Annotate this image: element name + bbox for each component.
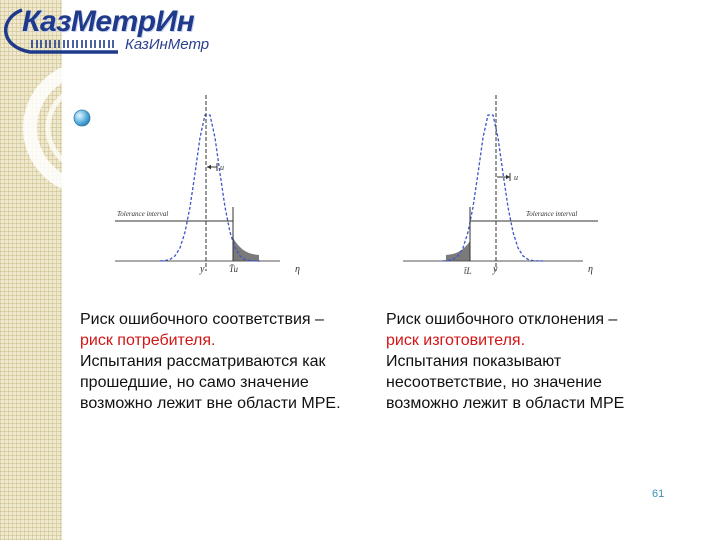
right-text-line-1: Риск ошибочного отклонения – xyxy=(386,311,618,328)
left-eta-label: η xyxy=(295,264,300,275)
right-y-label: y xyxy=(493,264,498,275)
left-text-line-3: Испытания рассматриваются как xyxy=(80,353,326,370)
left-text-line-1: Риск ошибочного соответствия – xyxy=(80,311,324,328)
left-tail-shaded xyxy=(233,238,259,261)
logo-barcode-icon xyxy=(32,40,113,48)
right-text-line-3: Испытания показывают xyxy=(386,353,562,370)
right-tail-shaded xyxy=(446,241,470,261)
left-text-block xyxy=(80,309,341,414)
left-text-line-5: возможно лежит вне области МРЕ. xyxy=(80,395,341,412)
right-text-line-4: несоответствие, но значение xyxy=(386,374,602,391)
right-gauss-curve xyxy=(443,115,543,261)
right-t-label: t̄L xyxy=(464,266,472,276)
left-distribution-figure xyxy=(95,85,325,280)
logo xyxy=(0,0,230,60)
right-interval-label: Tolerance interval xyxy=(526,210,578,218)
left-y-label: y xyxy=(200,264,205,275)
right-u-label: u xyxy=(514,173,518,182)
left-text-line-2: риск потребителя. xyxy=(80,332,216,349)
right-eta-label: η xyxy=(588,264,593,275)
logo-main-text: КазМетрИн xyxy=(22,5,195,38)
bullet-icon xyxy=(74,110,90,126)
left-t-label: T̄u xyxy=(229,264,239,274)
right-text-line-5: возможно лежит в области МРЕ xyxy=(386,395,625,412)
left-gauss-curve xyxy=(160,115,260,261)
left-u-label: u xyxy=(220,163,224,172)
logo-sub-text: КазИнМетр xyxy=(125,36,210,53)
page-number: 61 xyxy=(652,488,665,500)
left-text-line-4: прошедшие, но само значение xyxy=(80,374,309,391)
right-distribution-figure xyxy=(398,85,608,280)
right-text-block xyxy=(386,309,624,414)
left-interval-label: Tolerance interval xyxy=(117,210,169,218)
right-text-line-2: риск изготовителя. xyxy=(386,332,526,349)
